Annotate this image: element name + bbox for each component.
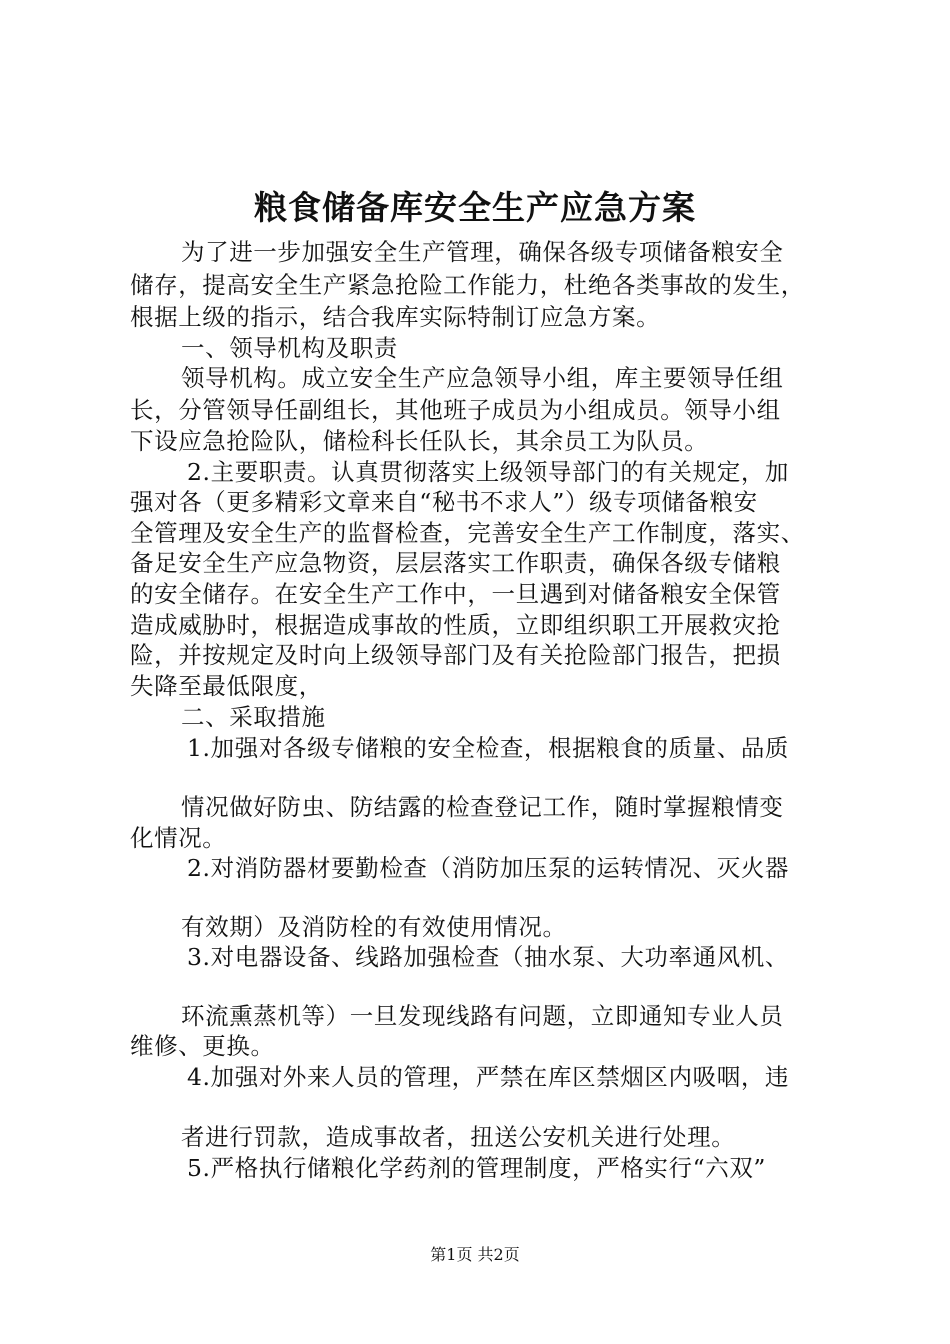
- body-line: 险，并按规定及时向上级领导部门及有关抢险部门报告，把损: [130, 641, 781, 669]
- body-line: 为了进一步加强安全生产管理，确保各级专项储备粮安全: [181, 238, 784, 266]
- body-line: 2.对消防器材要勤检查（消防加压泵的运转情况、灭火器: [187, 854, 790, 882]
- body-line: 失降至最低限度，: [130, 672, 323, 700]
- body-line: 4.加强对外来人员的管理，严禁在库区禁烟区内吸咽，违: [187, 1063, 790, 1091]
- body-line: 环流熏蒸机等）一旦发现线路有问题，立即通知专业人员: [181, 1002, 784, 1030]
- section-heading: 一、领导机构及职责: [181, 334, 398, 362]
- body-line: 2.主要职责。认真贯彻落实上级领导部门的有关规定，加: [187, 458, 790, 486]
- body-line: 的安全储存。在安全生产工作中，一旦遇到对储备粮安全保管: [130, 580, 781, 608]
- body-line: 3.对电器设备、线路加强检查（抽水泵、大功率通风机、: [187, 943, 790, 971]
- body-line: 1.加强对各级专储粮的安全检查，根据粮食的质量、品质: [187, 734, 790, 762]
- body-line: 根据上级的指示，结合我库实际特制订应急方案。: [130, 303, 661, 331]
- page-number-footer: 第1页 共2页: [430, 1245, 520, 1264]
- body-line: 长，分管领导任副组长，其他班子成员为小组成员。领导小组: [130, 396, 781, 424]
- body-line: 5.严格执行储粮化学药剂的管理制度，严格实行“六双”: [187, 1154, 767, 1182]
- body-line: 强对各（更多精彩文章来自“秘书不求人”）级专项储备粮安: [130, 488, 758, 516]
- body-line: 备足安全生产应急物资，层层落实工作职责，确保各级专储粮: [130, 549, 781, 577]
- body-line: 全管理及安全生产的监督检查，完善安全生产工作制度，落实、: [130, 519, 805, 547]
- body-line: 储存，提高安全生产紧急抢险工作能力，杜绝各类事故的发生，: [130, 271, 805, 299]
- document-title: 粮食储备库安全生产应急方案: [254, 188, 696, 227]
- body-line: 造成威胁时，根据造成事故的性质，立即组织职工开展救灾抢: [130, 611, 781, 639]
- section-heading: 二、采取措施: [181, 703, 326, 731]
- body-line: 有效期）及消防栓的有效使用情况。: [181, 913, 567, 941]
- body-line: 维修、更换。: [130, 1032, 275, 1060]
- body-line: 者进行罚款，造成事故者，扭送公安机关进行处理。: [181, 1123, 736, 1151]
- body-line: 领导机构。成立安全生产应急领导小组，库主要领导任组: [181, 364, 784, 392]
- body-line: 下设应急抢险队，储检科长任队长，其余员工为队员。: [130, 427, 709, 455]
- body-line: 情况做好防虫、防结露的检查登记工作，随时掌握粮情变: [181, 793, 784, 821]
- body-line: 化情况。: [130, 824, 227, 852]
